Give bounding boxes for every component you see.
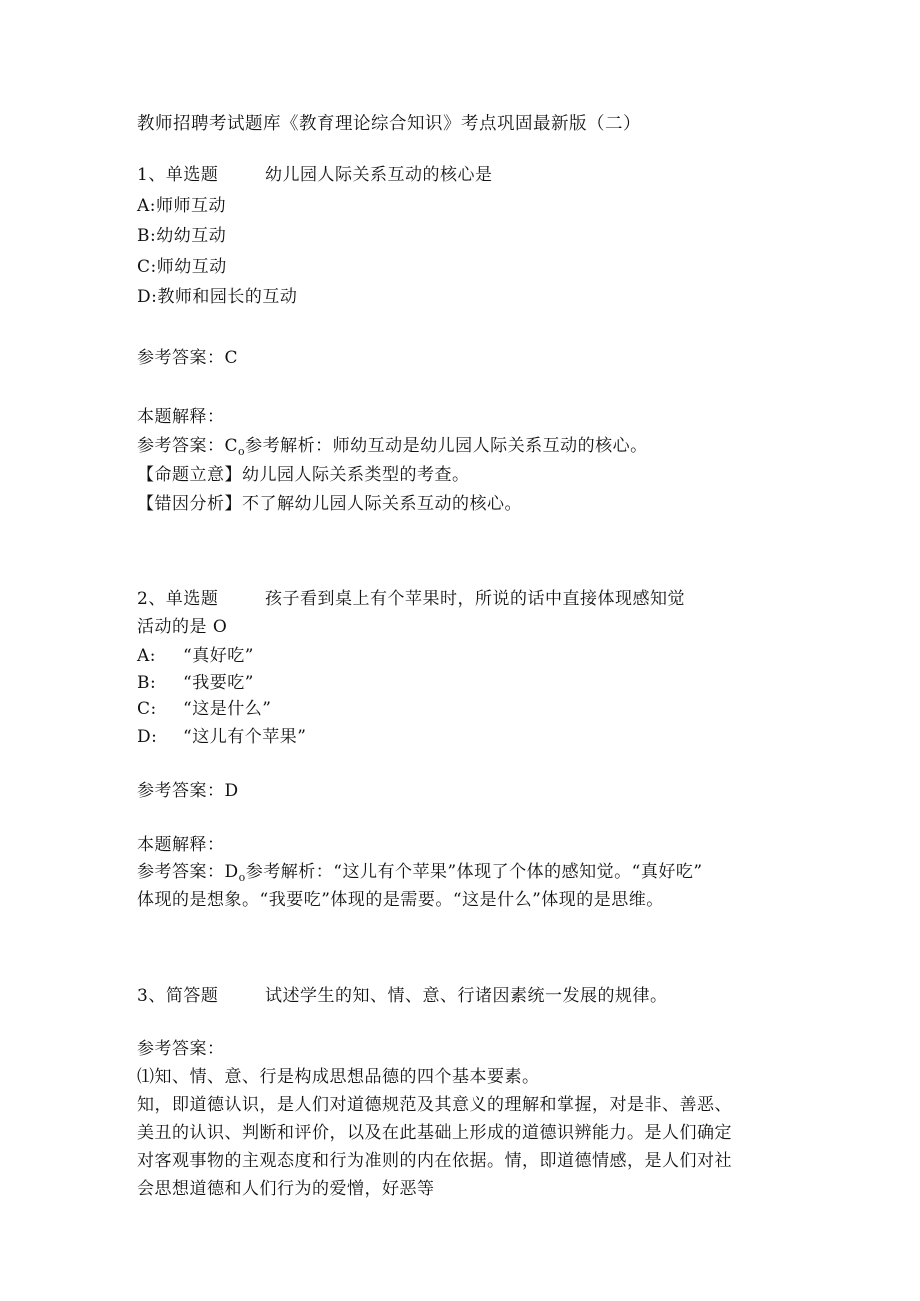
q3-header (137, 985, 668, 1007)
q3-answer-line-1: ⑴知、情、意、行是构成思想品德的四个基本要素。 (137, 1067, 540, 1087)
q1-option-d: D:教师和园长的互动 (137, 287, 298, 307)
q2-number-type: 2、单选题 (137, 589, 219, 609)
q3-answer-line-3: 美丑的认识、判断和评价，以及在此基础上形成的道德识辨能力。是人们确定 (137, 1123, 732, 1143)
q2-option-c-label: C: (137, 699, 157, 719)
q2-header (137, 588, 685, 610)
q2-option-a-label: A: (137, 646, 157, 666)
q2-explain-prefix: 参考答案：D (137, 862, 239, 882)
q2-explanation (137, 861, 703, 889)
q1-explain-prefix: 参考答案：C (137, 436, 239, 456)
q2-explain-rest: 参考解析：“这儿有个苹果”体现了个体的感知觉。“真好吃” (245, 862, 703, 882)
q2-answer: 参考答案：D (137, 781, 239, 801)
q3-number-type: 3、简答题 (137, 986, 219, 1006)
q2-option-a (137, 645, 254, 667)
q2-option-b-label: B: (137, 673, 157, 693)
q2-option-c (137, 698, 271, 720)
q1-option-b: B:幼幼互动 (137, 226, 227, 246)
q2-option-d (137, 726, 306, 748)
q2-option-b-text: “我要吃” (183, 673, 254, 693)
q1-note-error: 【错因分析】不了解幼儿园人际关系互动的核心。 (137, 494, 522, 514)
q2-option-d-label: D: (137, 727, 158, 747)
q1-explain-mark: o (238, 445, 246, 458)
q1-option-a: A:师师互动 (137, 196, 227, 216)
q2-option-c-text: “这是什么” (183, 699, 272, 719)
q2-explain-heading: 本题解释： (137, 835, 225, 855)
q2-stem-line1: 孩子看到桌上有个苹果时，所说的话中直接体现感知觉 (265, 589, 685, 609)
q3-answer-line-2: 知，即道德认识，是人们对道德规范及其意义的理解和掌握，对是非、善恶、 (137, 1095, 732, 1115)
q3-answer-line-5: 会思想道德和人们行为的爱憎，好恶等 (137, 1179, 435, 1199)
q1-stem: 幼儿园人际关系互动的核心是 (265, 165, 493, 185)
q2-explanation-line2: 体现的是想象。“我要吃”体现的是需要。“这是什么”体现的是思维。 (137, 890, 664, 910)
q2-option-a-text: “真好吃” (183, 646, 254, 666)
q1-header (137, 164, 493, 186)
q2-stem-line2: 活动的是 O (137, 617, 228, 637)
q3-stem: 试述学生的知、情、意、行诸因素统一发展的规律。 (265, 986, 668, 1006)
q1-explain-heading: 本题解释： (137, 407, 225, 427)
q3-answer-heading: 参考答案： (137, 1039, 225, 1059)
q2-option-d-text: “这儿有个苹果” (183, 727, 307, 747)
document-title: 教师招聘考试题库《教育理论综合知识》考点巩固最新版（二） (137, 114, 641, 134)
q1-answer: 参考答案：C (137, 348, 239, 368)
q1-explanation (137, 435, 648, 463)
q1-option-c: C:师幼互动 (137, 257, 227, 277)
q1-number-type: 1、单选题 (137, 165, 219, 185)
q3-answer-line-4: 对客观事物的主观态度和行为准则的内在依据。情，即道德情感，是人们对社 (137, 1151, 732, 1171)
q2-option-b (137, 672, 254, 694)
q2-explain-mark: o (238, 871, 246, 884)
q1-explain-rest: 参考解析：师幼互动是幼儿园人际关系互动的核心。 (245, 436, 648, 456)
q1-note-intent: 【命题立意】幼儿园人际关系类型的考查。 (137, 465, 470, 485)
